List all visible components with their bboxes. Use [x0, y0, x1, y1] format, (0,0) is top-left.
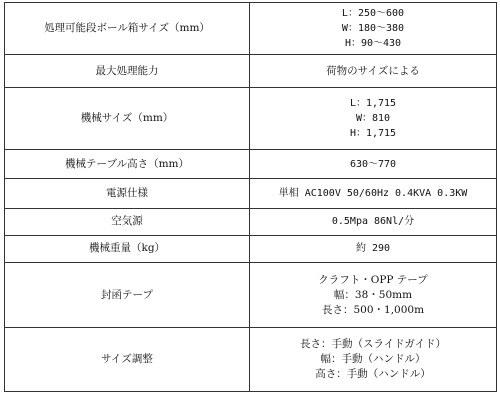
- value-line: H：90～430: [344, 38, 402, 50]
- label-cell: 機械テーブル高さ（mm）: [5, 150, 250, 179]
- label-cell: 電源仕様: [5, 178, 250, 208]
- value-line: L：1,715: [349, 98, 397, 110]
- value-cell: [250, 235, 497, 263]
- value-line: L：250～600: [341, 8, 405, 20]
- spec-table: [4, 2, 497, 392]
- value-line: 幅：手動（ハンドル）: [320, 353, 426, 366]
- value-cell: [250, 150, 497, 179]
- value-line: 幅：38・50mm: [333, 288, 413, 301]
- table-row: [5, 55, 497, 88]
- value-line: クラフト・OPP テープ: [318, 273, 428, 286]
- table-row: [5, 328, 497, 392]
- value-line: H：1,715: [349, 128, 397, 140]
- value-cell: [250, 55, 497, 88]
- value-cell: [250, 88, 497, 150]
- value-line: 長さ：500・1,000m: [321, 303, 425, 316]
- value-line: 長さ：手動（スライドガイド）: [299, 338, 447, 351]
- table-row: [5, 235, 497, 263]
- value-cell: [250, 328, 497, 392]
- value-cell: [250, 208, 497, 235]
- label-cell: 封函テープ: [5, 263, 250, 328]
- table-row: [5, 3, 497, 55]
- value-cell: [250, 263, 497, 328]
- value-line: W：180～380: [341, 23, 405, 35]
- value-line: 0.5Mpa 86Nl/分: [331, 216, 415, 228]
- label-cell: 空気源: [5, 208, 250, 235]
- label-cell: 処理可能段ボール箱サイズ（mm）: [5, 3, 250, 55]
- value-line: 荷物のサイズによる: [326, 64, 420, 77]
- value-line: 単相 AC100V 50/60Hz 0.4KVA 0.3KW: [278, 187, 468, 199]
- table-row: [5, 263, 497, 328]
- value-cell: [250, 3, 497, 55]
- label-cell: 最大処理能力: [5, 55, 250, 88]
- value-line: W：810: [355, 113, 391, 125]
- value-line: 630～770: [349, 158, 397, 170]
- table-row: [5, 178, 497, 208]
- label-cell: 機械サイズ（mm）: [5, 88, 250, 150]
- value-line: 高さ：手動（ハンドル）: [315, 368, 431, 381]
- label-cell: 機械重量（kg）: [5, 235, 250, 263]
- table-row: [5, 88, 497, 150]
- value-line: 約 290: [355, 243, 391, 255]
- label-cell: サイズ調整: [5, 328, 250, 392]
- table-row: [5, 150, 497, 179]
- value-cell: [250, 178, 497, 208]
- table-row: [5, 208, 497, 235]
